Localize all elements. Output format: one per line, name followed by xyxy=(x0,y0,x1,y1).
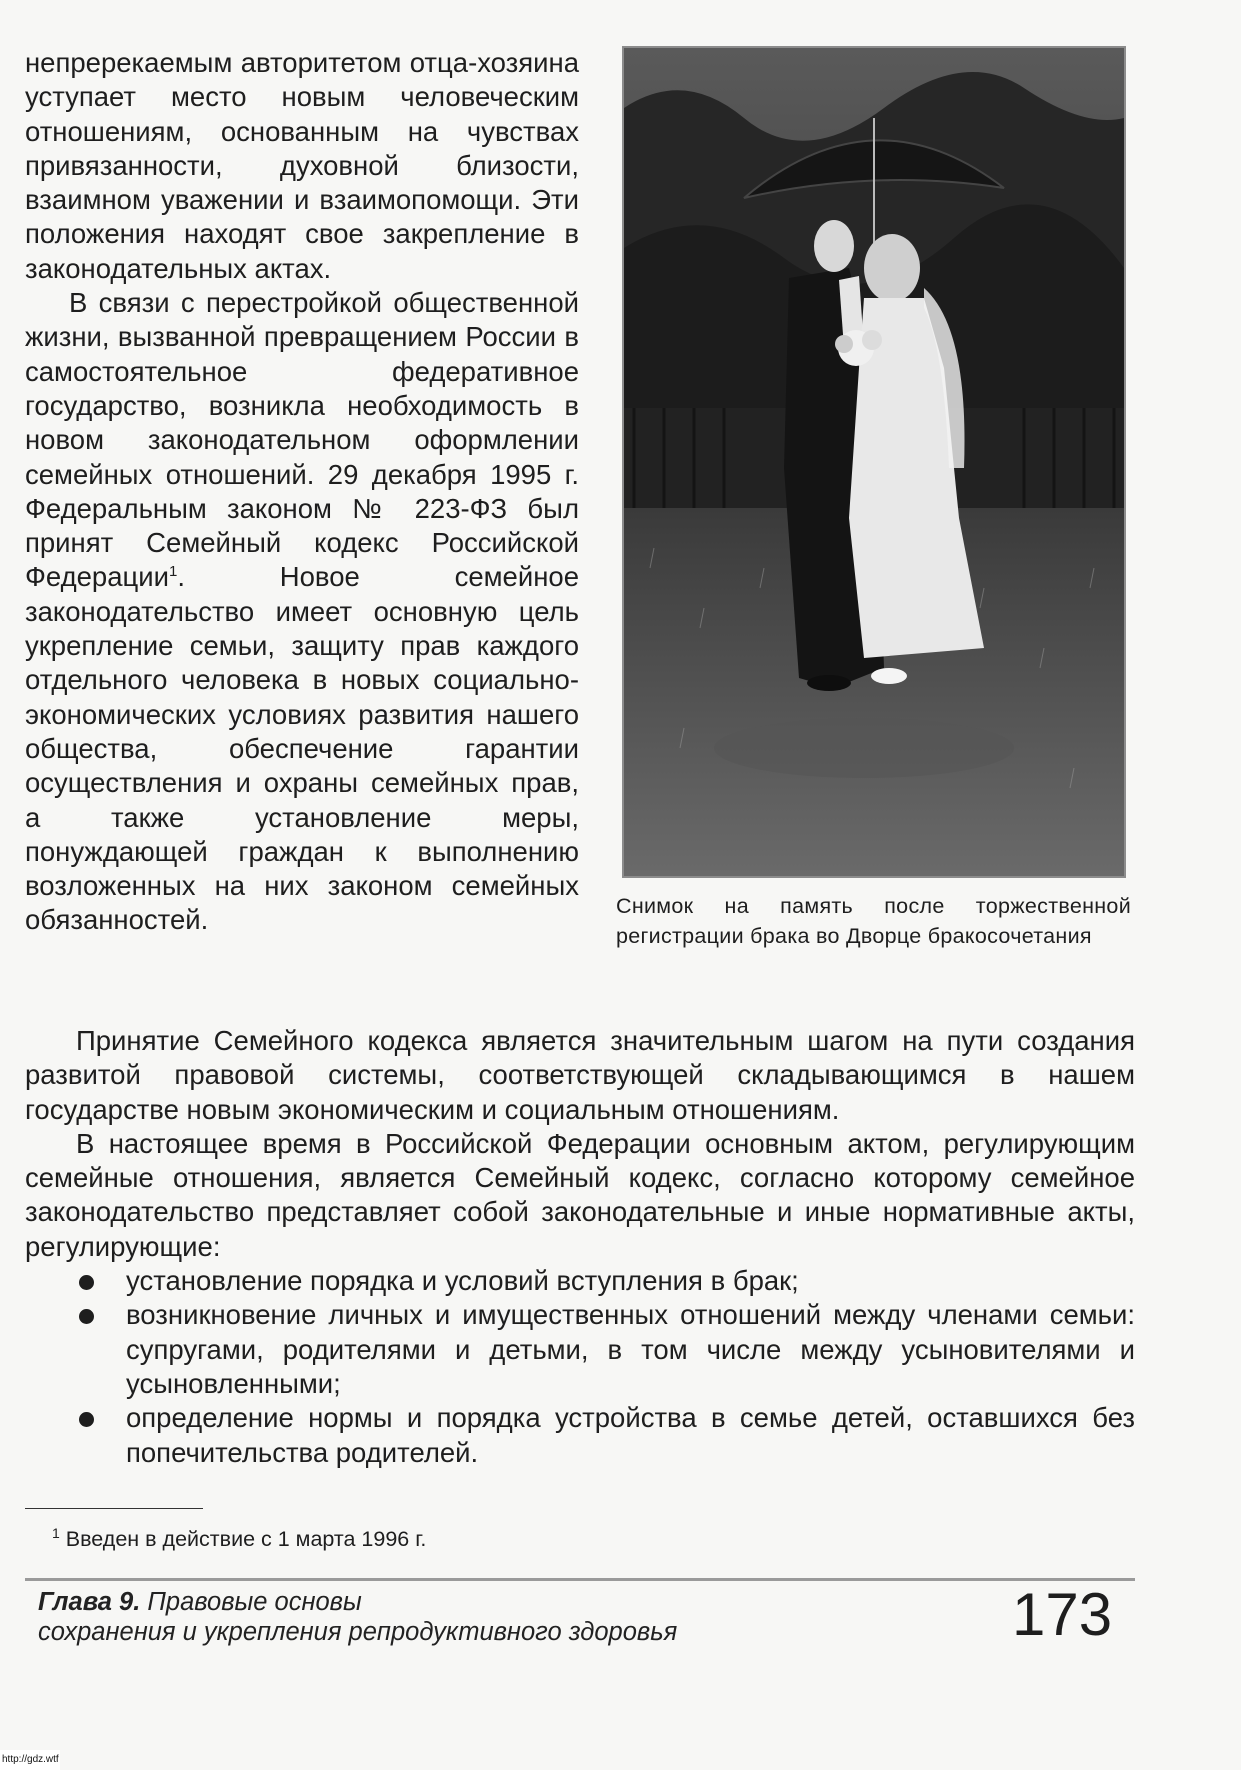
list-item-text: определение нормы и порядка устройства в семье детей, оставшихся без попечительства родителей. xyxy=(126,1402,1135,1468)
list-item xyxy=(25,1298,1135,1401)
bullet-icon xyxy=(79,1275,94,1290)
list-item xyxy=(25,1264,1135,1298)
wedding-photo-illustration xyxy=(624,48,1124,876)
list-item-text: возникновение личных и имущественных отношений между членами семьи: супругами, родителями и детьми, в том числе между усыновителями и усыновленными; xyxy=(126,1299,1135,1399)
footnote-divider xyxy=(25,1508,203,1509)
footnote-reference: 1 xyxy=(169,563,178,581)
wedding-photo xyxy=(622,46,1126,878)
page-number: 173 xyxy=(1012,1581,1113,1648)
footnote-text: Введен в действие с 1 марта 1996 г. xyxy=(65,1527,427,1552)
bullet-icon xyxy=(79,1309,94,1324)
paragraph-1: непререкаемым авторитетом отца-хозяина уступает место новым человеческим отношениям, основанным на чувствах привязанности, духовной близости, взаимном уважении и взаимопомощи. Эти положения находят свое закрепление в законодательных актах. xyxy=(25,47,579,284)
paragraph-4: В настоящее время в Российской Федерации основным актом, регулирующим семейные отношения, является Семейный кодекс, согласно которому семейное законодательство представляет собой законодательные и иные нормативные акты, регулирующие: xyxy=(25,1127,1135,1262)
footnote-marker: 1 xyxy=(52,1525,60,1541)
list-item-text: установление порядка и условий вступления в брак; xyxy=(126,1265,799,1297)
footer-divider xyxy=(25,1578,1135,1581)
paragraph-2 xyxy=(25,286,579,938)
left-text-column xyxy=(25,46,579,938)
chapter-label: Глава 9. xyxy=(38,1588,141,1616)
watermark: http://gdz.wtf xyxy=(0,1750,60,1770)
bullet-icon xyxy=(79,1412,94,1427)
paragraph-2-start: В связи с перестройкой общественной жизни, вызванной превращением России в самостоятельное федеративное государство, возникла необходимость в новом законодательном оформлении семейных отношений. 29 декабря 1995 г. Федеральным законом № 223-ФЗ был принят Семейный кодекс Российской Федерации xyxy=(25,287,579,593)
paragraph-2-end: . Новое семейное законодательство имеет основную цель укрепление семьи, защиту прав каждого отдельного человека в новых социально-экономических условиях развития нашего общества, обеспечение гарантии осуществления и охраны семейных прав, а также установление меры, понуждающей граждан к выполнению возложенных на них законом семейных обязанностей. xyxy=(25,561,579,936)
regulation-list xyxy=(25,1264,1135,1470)
chapter-title-line2: сохранения и укрепления репродуктивного здоровья xyxy=(38,1618,678,1646)
photo-caption: Снимок на память после торжественной регистрации брака во Дворце бракосочетания xyxy=(616,894,1131,948)
chapter-title-line1: Правовые основы xyxy=(147,1588,362,1616)
paragraph-3: Принятие Семейного кодекса является значительным шагом на пути создания развитой правовой системы, соответствующей складывающимся в нашем государстве новым экономическим и социальным отношениям. xyxy=(25,1025,1135,1125)
full-width-text xyxy=(25,1024,1135,1470)
chapter-footer xyxy=(38,1587,838,1647)
footnote xyxy=(52,1518,426,1554)
list-item xyxy=(25,1401,1135,1470)
